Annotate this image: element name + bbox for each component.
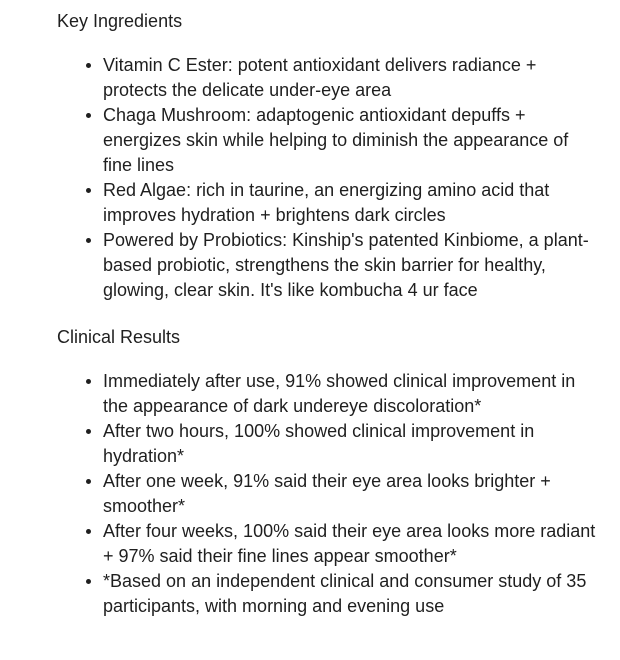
clinical-results-heading: Clinical Results bbox=[57, 327, 181, 347]
list-item: Powered by Probiotics: Kinship's patented Kinbiome, a plant-based probiotic, strengthens the skin barrier for healthy, glowing, clear skin. It's like kombucha 4 ur face bbox=[57, 228, 599, 303]
list-item: After four weeks, 100% said their eye area looks more radiant + 97% said their fine lines appear smoother* bbox=[57, 519, 599, 569]
list-item: Red Algae: rich in taurine, an energizing amino acid that improves hydration + brightens dark circles bbox=[57, 178, 599, 228]
clinical-results-section bbox=[57, 325, 620, 619]
list-item: After two hours, 100% showed clinical improvement in hydration* bbox=[57, 419, 599, 469]
clinical-results-list bbox=[57, 369, 599, 619]
key-ingredients-list bbox=[57, 53, 599, 303]
list-item: Immediately after use, 91% showed clinical improvement in the appearance of dark undereye discoloration* bbox=[57, 369, 599, 419]
list-item: Chaga Mushroom: adaptogenic antioxidant depuffs + energizes skin while helping to diminish the appearance of fine lines bbox=[57, 103, 599, 178]
key-ingredients-heading: Key Ingredients bbox=[57, 11, 183, 31]
list-item: Vitamin C Ester: potent antioxidant delivers radiance + protects the delicate under-eye area bbox=[57, 53, 599, 103]
list-item: *Based on an independent clinical and consumer study of 35 participants, with morning and evening use bbox=[57, 569, 599, 619]
key-ingredients-section bbox=[57, 9, 620, 303]
list-item: After one week, 91% said their eye area looks brighter + smoother* bbox=[57, 469, 599, 519]
